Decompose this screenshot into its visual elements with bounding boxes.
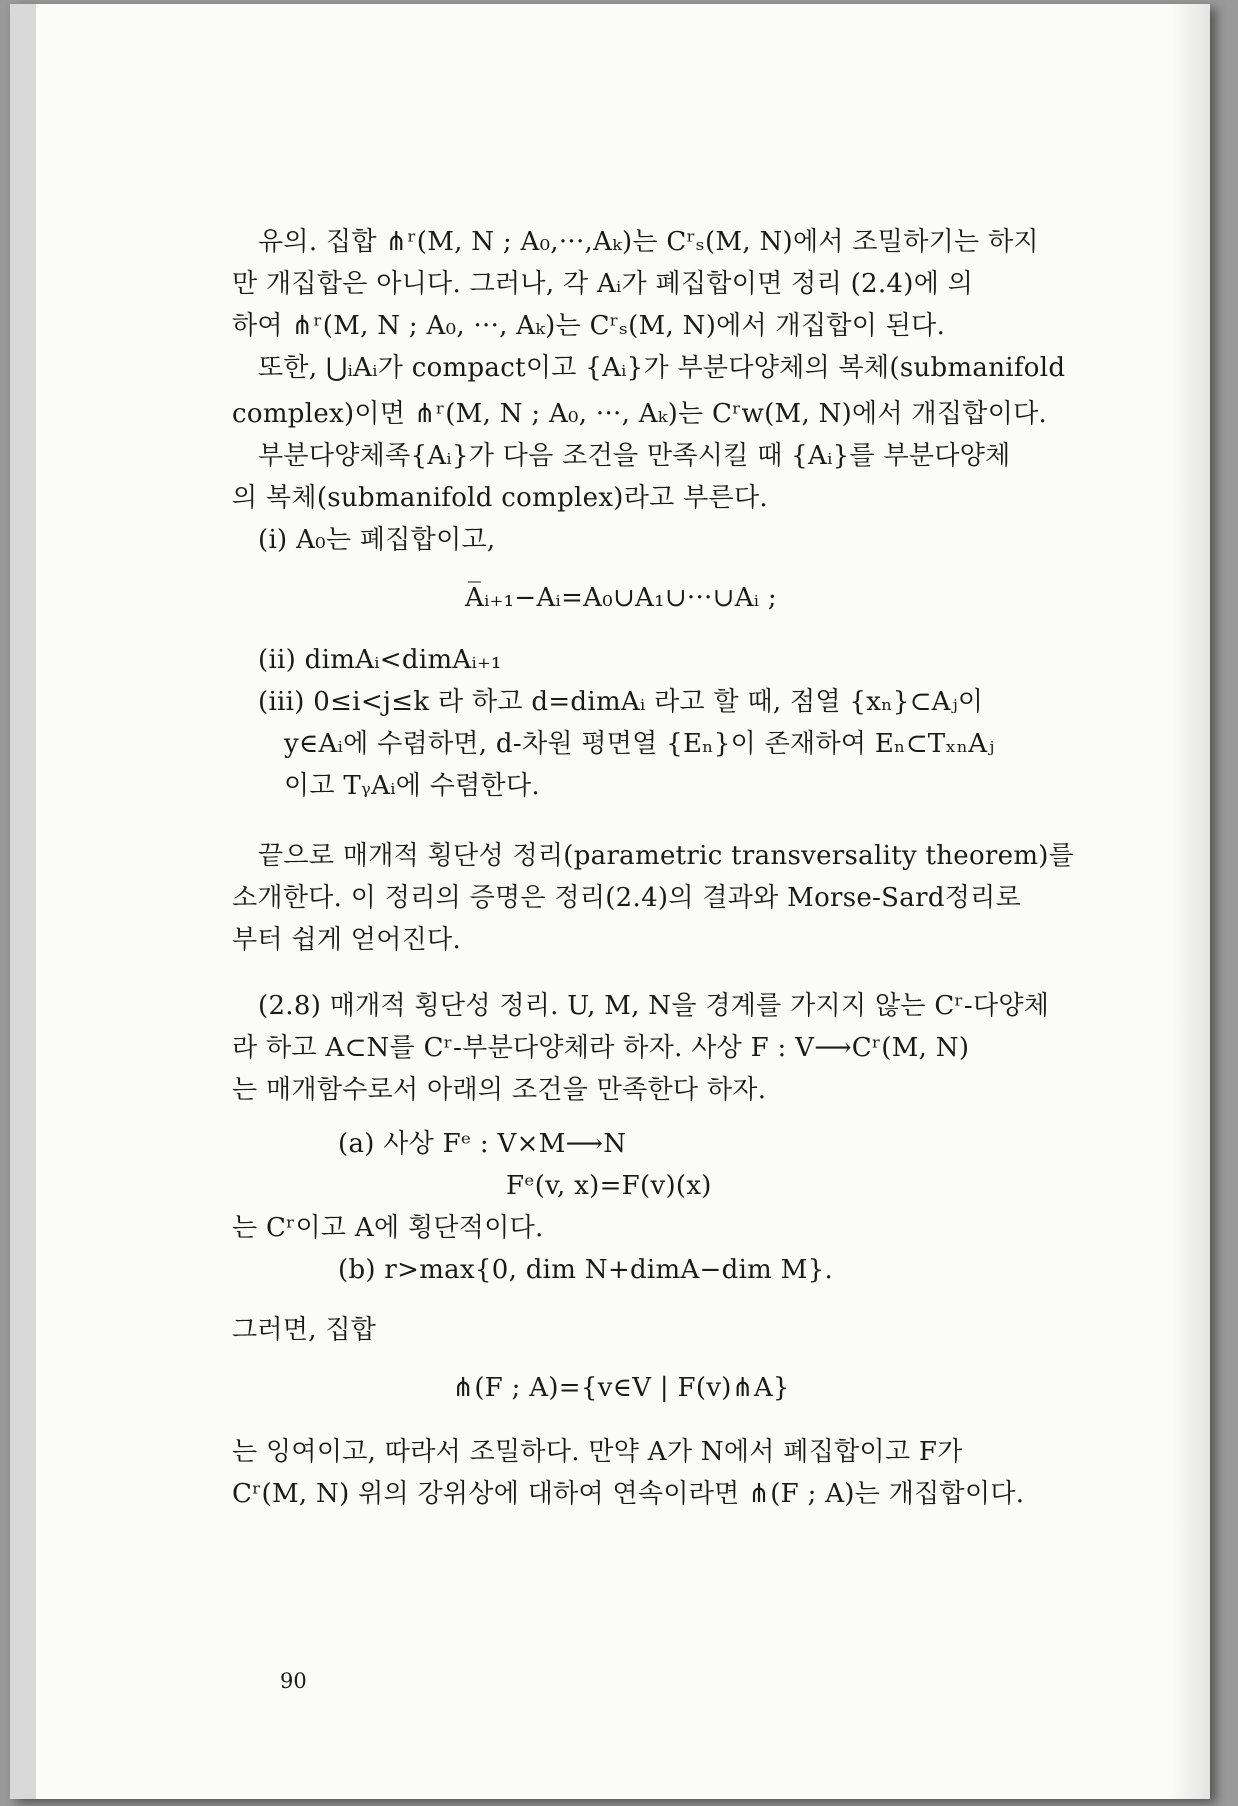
text-line-27: Cʳ(M, N) 위의 강위상에 대하여 연속이라면 ⋔(F ; A)는 개집합이다. <box>232 1479 1025 1509</box>
equation-set: ⋔(F ; A)={v∈V | F(v)⋔A} <box>452 1373 790 1403</box>
text-line-1: 유의. 집합 ⋔ʳ(M, N ; A₀,···,Aₖ)는 Cʳₛ(M, N)에서 조밀하기는 하지 <box>258 227 1039 257</box>
theorem-heading: (2.8) 매개적 횡단성 정리. U, M, N을 경계를 가지지 않는 Cʳ-다양체 <box>258 991 1050 1021</box>
condition-iii: (iii) 0≤i<j≤k 라 하고 d=dimAᵢ 라고 할 때, 점열 {xₙ}⊂Aⱼ이 <box>258 687 984 717</box>
text-line-18: 라 하고 A⊂N를 Cʳ-부분다양체라 하자. 사상 F : V⟶Cʳ(M, N) <box>232 1033 970 1063</box>
text-line-5: complex)이면 ⋔ʳ(M, N ; A₀, ···, Aₖ)는 Cʳw(M, N)에서 개집합이다. <box>232 399 1048 429</box>
text-line-2: 만 개집합은 아니다. 그러나, 각 Aᵢ가 폐집합이면 정리 (2.4)에 의 <box>232 269 974 299</box>
text-line-14: 끝으로 매개적 횡단성 정리(parametric transversality theorem)를 <box>258 841 1075 871</box>
text-line-16: 부터 쉽게 얻어진다. <box>232 925 462 955</box>
text-line-3: 하여 ⋔ʳ(M, N ; A₀, ···, Aₖ)는 Cʳₛ(M, N)에서 개집합이 된다. <box>232 311 946 341</box>
condition-iii-cont-2: 이고 TᵧAᵢ에 수렴한다. <box>284 771 540 801</box>
text-line-4: 또한, ⋃ᵢAᵢ가 compact이고 {Aᵢ}가 부분다양체의 복체(submanifold <box>258 353 1066 383</box>
page-edge-shadow <box>1170 4 1210 1799</box>
condition-iii-cont-1: y∈Aᵢ에 수렴하면, d-차원 평면열 {Eₙ}이 존재하여 Eₙ⊂TₓₙAⱼ <box>284 729 995 759</box>
text-line-15: 소개한다. 이 정리의 증명은 정리(2.4)의 결과와 Morse-Sard정리로 <box>232 883 1022 913</box>
condition-a: (a) 사상 Fᵉ : V×M⟶N <box>338 1129 627 1159</box>
condition-b: (b) r>max{0, dim N+dimA−dim M}. <box>338 1255 834 1285</box>
book-page <box>10 4 1210 1799</box>
page-number: 90 <box>280 1669 307 1693</box>
text-line-7: 의 복체(submanifold complex)라고 부른다. <box>232 483 768 513</box>
text-line-6: 부분다양체족{Aᵢ}가 다음 조건을 만족시킬 때 {Aᵢ}를 부분다양체 <box>258 441 1011 471</box>
equation-closure: A̅ᵢ₊₁−Aᵢ=A₀∪A₁∪···∪Aᵢ ; <box>465 583 777 613</box>
text-line-22: 는 Cʳ이고 A에 횡단적이다. <box>232 1213 544 1243</box>
text-line-19: 는 매개함수로서 아래의 조건을 만족한다 하자. <box>232 1075 767 1105</box>
condition-ii: (ii) dimAᵢ<dimAᵢ₊₁ <box>258 645 502 675</box>
condition-i: (i) A₀는 폐집합이고, <box>258 525 496 555</box>
text-line-26: 는 잉여이고, 따라서 조밀하다. 만약 A가 N에서 폐집합이고 F가 <box>232 1437 963 1467</box>
text-line-24: 그러면, 집합 <box>232 1315 377 1345</box>
equation-evaluation: Fᵉ(v, x)=F(v)(x) <box>506 1171 712 1201</box>
